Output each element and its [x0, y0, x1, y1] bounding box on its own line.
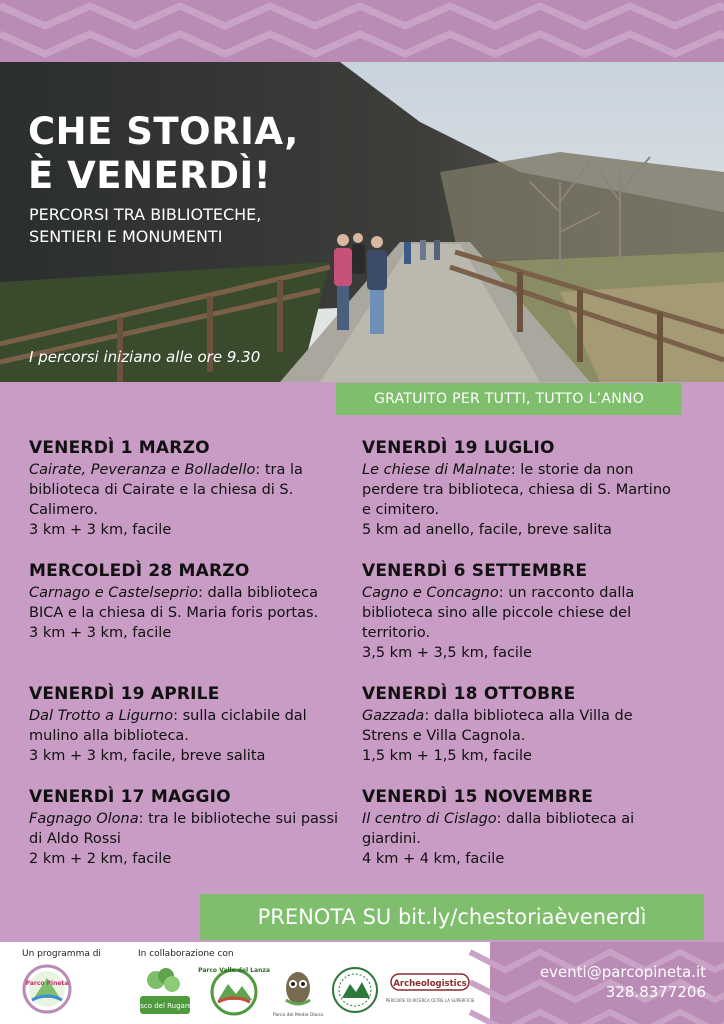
event-distance: 3,5 km + 3,5 km, facile: [362, 645, 532, 661]
event-item: [362, 436, 682, 559]
event-description: [29, 460, 349, 520]
event-place: Gazzada: [362, 708, 425, 724]
event-details: : dalla biblioteca ai giardini.: [362, 811, 635, 847]
program-label: Un programma di: [22, 949, 101, 959]
event-description: [29, 583, 349, 623]
event-place: Il centro di Cislago: [362, 811, 497, 827]
archeologistics-tagline: PERCORSI DI RICERCA OLTRE LA SUPERFICIE: [385, 998, 475, 1003]
event-place: Dal Trotto a Ligurno: [29, 708, 174, 724]
event-description: [362, 706, 682, 746]
event-description: [362, 809, 682, 849]
hero-title-line-2: È VENERDÌ!: [28, 154, 272, 197]
hero-subtitle: [29, 204, 261, 248]
event-date: MERCOLEDÌ 28 MARZO: [29, 561, 250, 581]
event-item: [29, 436, 349, 559]
event-date: VENERDÌ 17 MAGGIO: [29, 787, 231, 807]
event-distance: 2 km + 2 km, facile: [29, 851, 172, 867]
hero-title: [28, 110, 299, 198]
contact-details: [540, 962, 706, 1002]
event-date: VENERDÌ 19 LUGLIO: [362, 438, 555, 458]
events-column-left: [29, 436, 349, 908]
event-description: [29, 706, 349, 746]
bosco-rugareto-logo: [131, 966, 199, 1020]
event-details: : dalla biblioteca BICA e la chiesa di S. Maria foris portas.: [29, 585, 319, 621]
parco-pineta-logo-text: Parco Pineta: [25, 980, 69, 987]
event-description: [362, 583, 682, 643]
event-details: : tra la biblioteca di Cairate e la chiesa di S. Calimero.: [29, 462, 303, 518]
event-item: [29, 559, 349, 682]
event-distance: 4 km + 4 km, facile: [362, 851, 505, 867]
hero-subtitle-line-2: SENTIERI E MONUMENTI: [29, 227, 223, 246]
event-details: : le storie da non perdere tra biblioteca, chiesa di S. Martino e cimitero.: [362, 462, 671, 518]
valle-lanza-logo: [198, 964, 270, 1022]
archeologistics-logo: [385, 972, 475, 1020]
event-place: Cairate, Peveranza e Bolladello: [29, 462, 256, 478]
event-place: Carnago e Castelseprio: [29, 585, 199, 601]
event-distance: 3 km + 3 km, facile: [29, 522, 172, 538]
event-description: [362, 460, 682, 520]
medio-olona-logo-text: Parco del Medio Olona: [272, 1013, 324, 1018]
event-distance: 3 km + 3 km, facile, breve salita: [29, 748, 266, 764]
event-distance: 3 km + 3 km, facile: [29, 625, 172, 641]
event-item: [362, 559, 682, 682]
event-place: Fagnago Olona: [29, 811, 139, 827]
parco-pineta-logo: [22, 964, 72, 1018]
event-place: Cagno e Concagno: [362, 585, 499, 601]
archeologistics-logo-text: Archeologistics: [393, 979, 467, 989]
header-zigzag-band: [0, 0, 724, 62]
event-date: VENERDÌ 18 OTTOBRE: [362, 684, 576, 704]
events-column-right: [362, 436, 682, 908]
event-date: VENERDÌ 15 NOVEMBRE: [362, 787, 594, 807]
event-details: : dalla biblioteca alla Villa de Strens e Villa Cagnola.: [362, 708, 633, 744]
footer-logos: [0, 942, 490, 1024]
event-date: VENERDÌ 19 APRILE: [29, 684, 220, 704]
hero-title-line-1: CHE STORIA,: [28, 110, 299, 153]
event-place: Le chiese di Malnate: [362, 462, 511, 478]
event-item: [29, 785, 349, 908]
event-details: : un racconto dalla biblioteca sino alle piccole chiese del territorio.: [362, 585, 635, 641]
contact-phone[interactable]: 328.8377206: [605, 983, 706, 1001]
free-banner: GRATUITO PER TUTTI, TUTTO L’ANNO: [336, 383, 682, 415]
collaboration-label: In collaborazione con: [138, 949, 234, 959]
event-details: : tra le biblioteche sui passi di Aldo Rossi: [29, 811, 339, 847]
medio-olona-logo: [272, 966, 324, 1022]
contact-email[interactable]: eventi@parcopineta.it: [539, 963, 706, 981]
start-time-note: I percorsi iniziano alle ore 9.30: [29, 348, 261, 366]
event-item: [29, 682, 349, 785]
event-date: VENERDÌ 6 SETTEMBRE: [362, 561, 588, 581]
event-distance: 1,5 km + 1,5 km, facile: [362, 748, 532, 764]
hero-photo: [0, 62, 724, 382]
bosco-rugareto-logo-text: Bosco del Rugareto: [131, 1002, 199, 1010]
event-item: [362, 682, 682, 785]
event-details: : sulla ciclabile dal mulino alla biblioteca.: [29, 708, 307, 744]
event-description: [29, 809, 349, 849]
hero-subtitle-line-1: PERCORSI TRA BIBLIOTECHE,: [29, 205, 262, 224]
event-date: VENERDÌ 1 MARZO: [29, 438, 210, 458]
event-distance: 5 km ad anello, facile, breve salita: [362, 522, 612, 538]
contact-box: [490, 942, 724, 1024]
event-item: [362, 785, 682, 908]
valle-lanza-logo-text: Parco Valle del Lanza: [198, 967, 270, 974]
sovracomunale-logo: [330, 964, 380, 1020]
booking-link[interactable]: PRENOTA SU bit.ly/chestoriaèvenerdì: [200, 894, 704, 940]
